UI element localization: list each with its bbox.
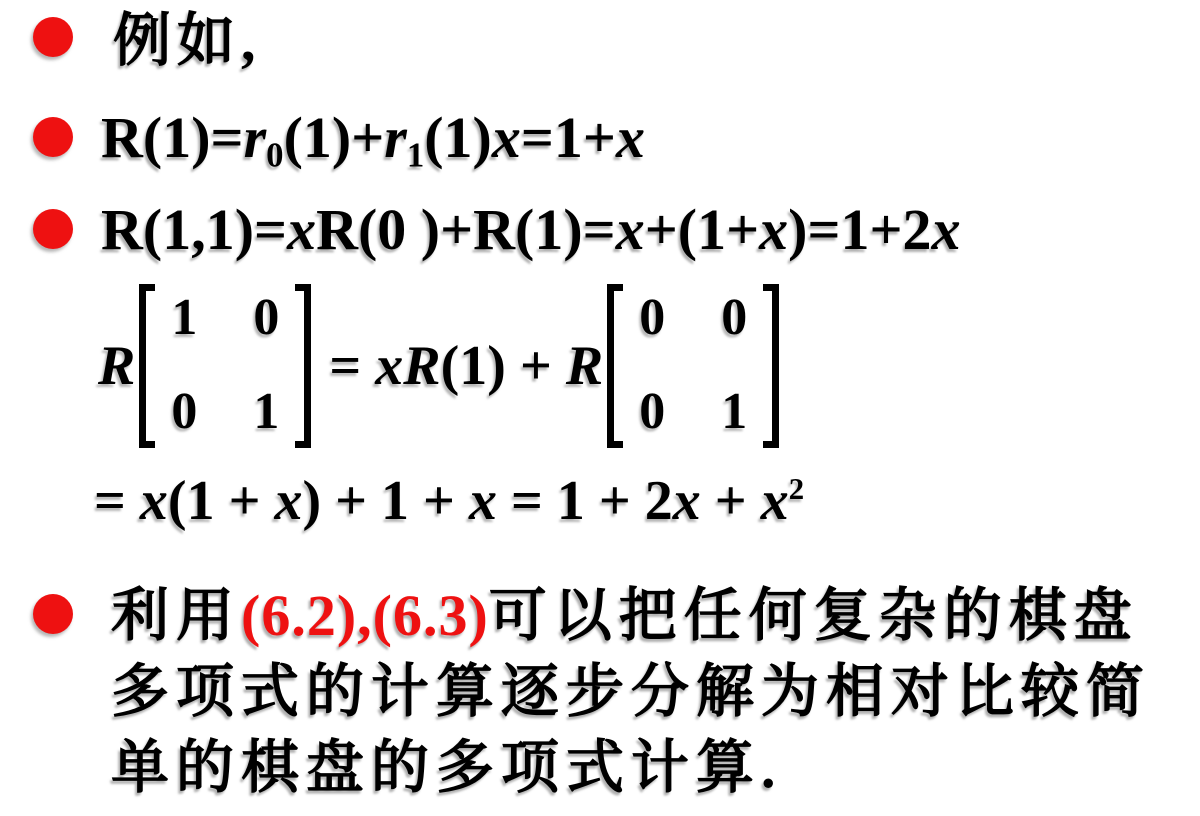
bullet-icon [33,117,73,157]
middle-expression: = xR(1) + R [315,335,604,397]
bullet-icon [33,209,73,249]
matrix-cell: 0 [639,383,666,440]
bullet-item-r1-formula [33,100,645,178]
bullet-icon [33,17,73,57]
left-bracket [139,284,155,448]
matrix-equation-line [98,284,783,448]
matrix-cell: 1 [171,289,198,346]
matrix-cell: 0 [639,289,666,346]
matrix-second [607,284,779,448]
matrix-cell: 0 [253,289,280,346]
bullet-icon [33,594,73,634]
matrix-cell: 0 [171,383,198,440]
matrix-identity [139,284,311,448]
right-bracket [763,284,779,448]
matrix-cell: 1 [721,383,748,440]
matrix-cell: 0 [721,289,748,346]
bullet-item-r11-formula [33,192,961,267]
matrix-cell: 1 [253,383,280,440]
math-line-r1: $R(1)=r_0(1)+r_1(1)x=1+x$ [101,105,645,175]
conclusion-paragraph: 利用(6.2),(6.3)可以把任何复杂的棋盘多项式的计算逐步分解为相对比较简单的棋盘的多项式计算. [111,583,1152,800]
lhs-r-variable: R [98,335,136,397]
matrix-cells [623,284,763,448]
bullet-item-example [33,8,262,75]
expansion-line: = $x(1 + x) + 1 + x = 1 + 2x + x^2$ [94,470,805,532]
right-bracket [295,284,311,448]
bullet-item-conclusion [33,578,1200,806]
math-line-r11: R(1,1)=xR(0 )+R(1)=x+(1+x)=1+2x [101,197,961,262]
left-bracket [607,284,623,448]
bullet-text-example: 例如, [113,8,262,73]
matrix-cells [155,284,295,448]
